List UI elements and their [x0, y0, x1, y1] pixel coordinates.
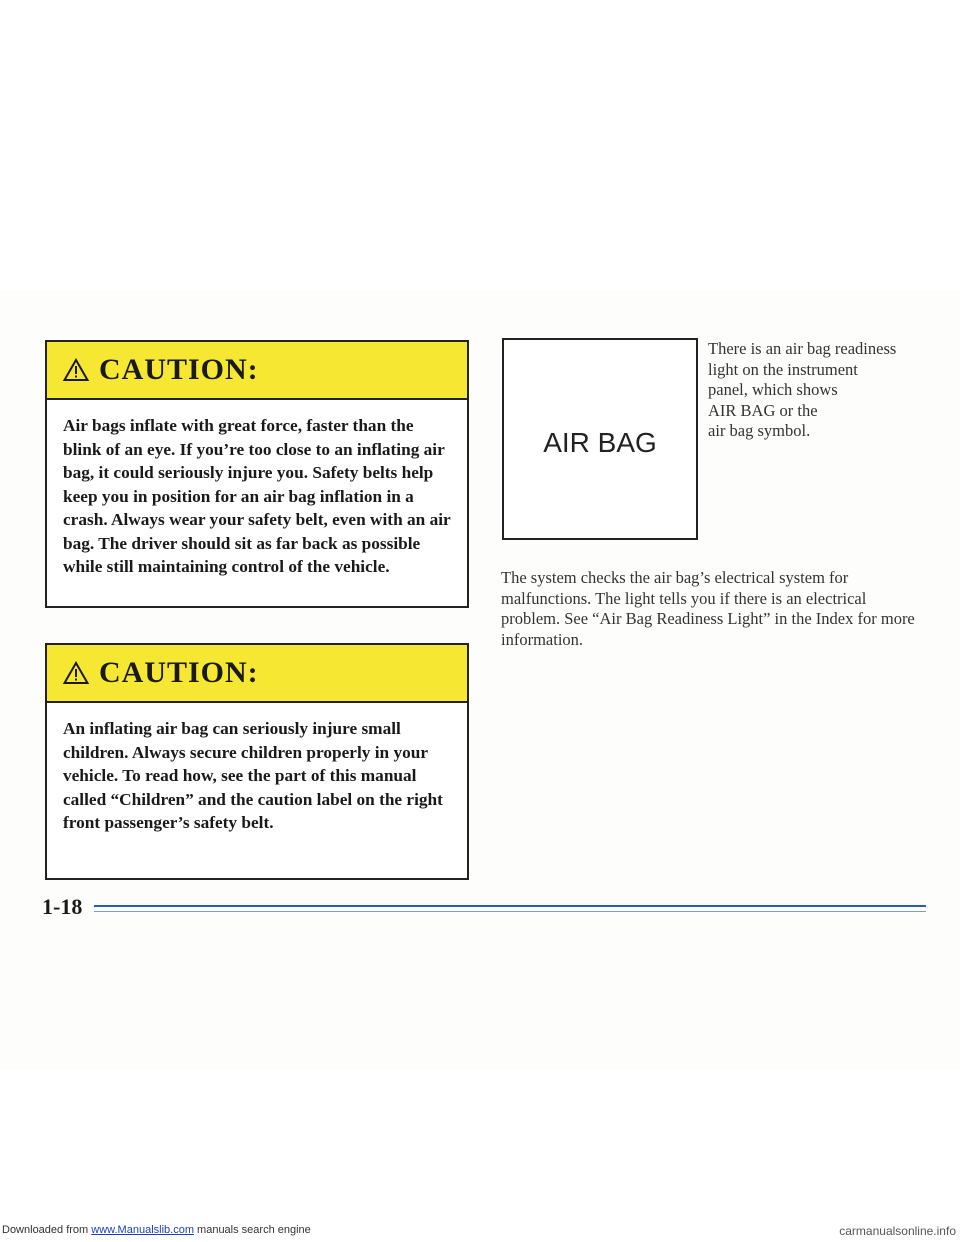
- description-line: panel, which shows: [708, 380, 838, 399]
- description-line: There is an air bag readiness: [708, 339, 897, 358]
- airbag-light-illustration: [502, 338, 698, 540]
- footer-source: [2, 1224, 311, 1236]
- caution-text: Air bags inflate with great force, faster than the blink of an eye. If you’re too close to an inflating air bag, it could seriously injure you. Safety belts help keep you in position for an air bag inflation in a crash. Always wear your safety belt, even with an air bag. The driver should sit as far back as possible while still maintaining control of the vehicle.: [63, 416, 451, 576]
- caution-header: [47, 342, 467, 400]
- watermark: carmanualsonline.info: [839, 1224, 956, 1238]
- description-line: air bag symbol.: [708, 421, 811, 440]
- airbag-light-label: AIR BAG: [543, 427, 657, 458]
- manualslib-link[interactable]: www.Manualslib.com: [91, 1224, 194, 1236]
- footer-prefix: Downloaded from: [2, 1224, 92, 1236]
- page-number: 1-18: [42, 894, 83, 919]
- warning-triangle-icon: [63, 661, 89, 685]
- caution-title: CAUTION:: [99, 656, 259, 689]
- top-margin: [0, 0, 960, 290]
- caution-box-airbag-force: [45, 340, 469, 608]
- caution-title: CAUTION:: [99, 353, 259, 386]
- download-footer: [0, 1224, 960, 1240]
- warning-triangle-icon: [63, 358, 89, 382]
- page-rule: [94, 905, 926, 907]
- description-line: AIR BAG or the: [708, 400, 818, 420]
- airbag-light-description: [708, 339, 934, 442]
- caution-box-children: [45, 643, 469, 880]
- footer-suffix: manuals search engine: [193, 1224, 311, 1236]
- bottom-margin: [0, 1070, 960, 1242]
- caution-header: [47, 645, 467, 703]
- system-check-paragraph: The system checks the air bag’s electrical system for malfunctions. The light tells you if there is an electrical problem. See “Air Bag Readiness Light” in the Index for more information.: [501, 568, 915, 650]
- description-line: light on the instrument: [708, 359, 858, 379]
- page-rule-thin: [94, 911, 926, 912]
- caution-text: An inflating air bag can seriously injure small children. Always secure children properly in your vehicle. To read how, see the part of this manual called “Children” and the caution label on the right front passenger’s safety belt.: [63, 719, 443, 832]
